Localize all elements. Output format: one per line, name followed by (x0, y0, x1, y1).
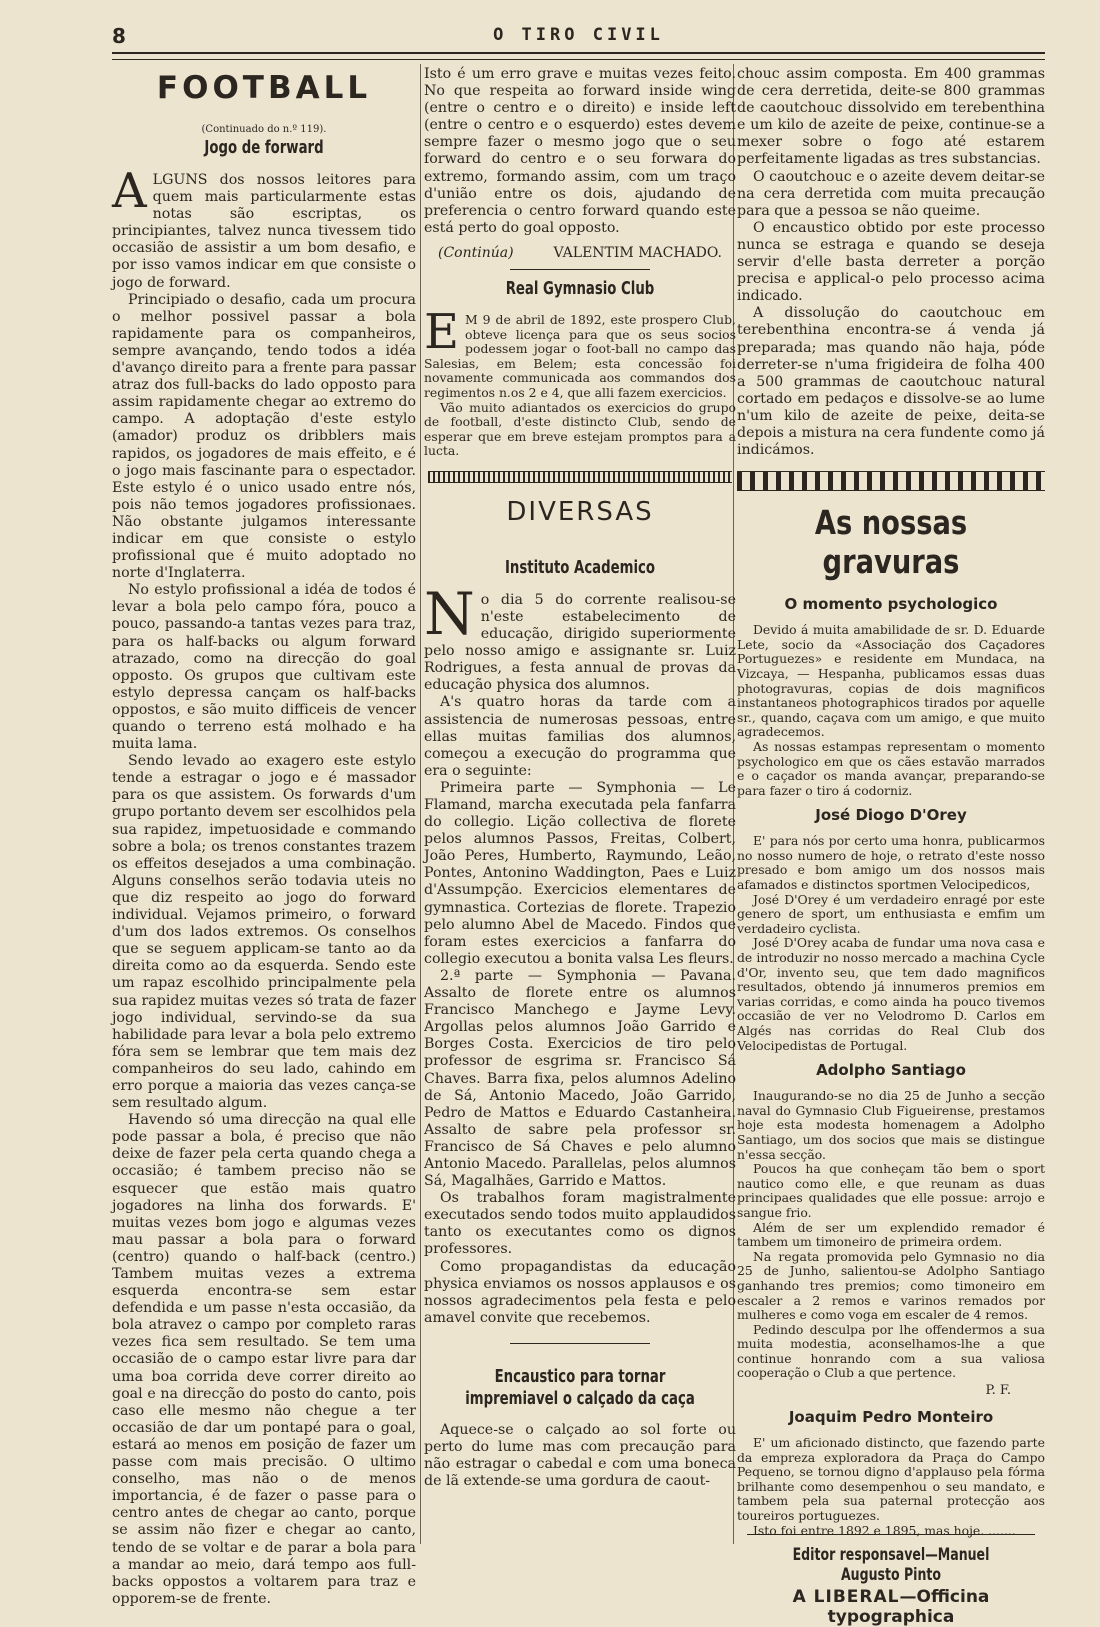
article-paragraph: O encaustico obtido por este processo nunca se estraga e quando se deseja servir d'elle basta derreter a porção precisa e applical-o pelo processo acima indicado. (737, 219, 1045, 305)
article-paragraph: Principiado o desafio, cada um procura o melhor possivel passar a bola rapidamente para os companheiros, sempre avançando, tendo todos a idéa d'avanço direito para a frente para passar atraz dos full-backs do lado opposto para assim rapidamente chegar ao extremo do campo. A adoptação d'este estylo (amador) produz os dribblers mais rapidos, os jogadores de mais effeito, e é o jogo mais fascinante para o espectador. Este estylo é o unico usado entre nós, pois não temos jogadores profissionaes. Não obstante julgamos interessante indicar em que consiste o estylo profissional que é muito adoptado no norte d'Inglaterra. (112, 291, 416, 582)
column-football (112, 66, 416, 1607)
heading-orey: José Diogo D'Orey (815, 806, 967, 825)
header-rule (112, 52, 1045, 60)
article-paragraph: E' para nós por certo uma honra, publicarmos no nosso numero de hoje, o retrato d'este nosso presado e bom amigo um dos nossos mais afamados e distinctos sportmen Velocipedicos, (737, 833, 1045, 893)
footer-rule (747, 1534, 1035, 1535)
page-header (112, 24, 1045, 50)
author-name: VALENTIM MACHADO. (553, 244, 722, 261)
article-paragraph: No estylo profissional a idéa de todos é levar a bola pelo campo fóra, pouco a pouco, passando-a tantas vezes para traz, para os half-backs ou algum forward atrazado, como na direcção do goal opposto. Os grupos que cultivam este estylo depressa cançam os half-backs oppostos, e são muito difficeis de vencer quando o terreno está molhado e ha muita lama. (112, 582, 416, 753)
publisher-line: A LIBERAL—Officina typographica (792, 1587, 990, 1627)
article-title-instituto: Instituto Academico (504, 556, 656, 578)
article-paragraph: Os trabalhos foram magistralmente executados sendo todos muito applaudidos tanto os executantes como os dignos professores. (424, 1190, 736, 1258)
article-orey (737, 834, 1045, 1053)
article-paragraph: No dia 5 do corrente realisou-se n'este estabelecimento de educação, dirigido superiormente pelo nosso amigo e assignante sr. Luiz Rodrigues, a festa annual de provas da educação physica dos alumnos. (424, 579, 736, 694)
page-footer (737, 1534, 1045, 1627)
ornamental-divider (428, 471, 732, 483)
drop-cap: E (424, 303, 460, 360)
article-joaquim (737, 1436, 1045, 1538)
article-adolpho (737, 1089, 1045, 1381)
section-title-gravuras: As nossas gravuras (814, 503, 968, 582)
newspaper-title: O TIRO CIVIL (493, 25, 664, 45)
section-title-diversas: DIVERSAS (506, 496, 654, 527)
article-paragraph: Aquece-se o calçado ao sol forte ou perto do lume mas com precaução para não estragar o cabedal e com uma boneca de lã extende-se uma gordura de caout- (424, 1421, 736, 1490)
article-paragraph: Primeira parte — Symphonia — Le Flamand, marcha executada pela fanfarra do collegio. Lição collectiva de florete pelos alumnos Passos, Freitas, Colbert, João Peres, Humberto, Raymundo, Leão, Pontes, Antonino Waddington, Paes e Luiz d'Assumpção. Exercicios elementares de gymnastica. Cortezias de florete. Trapezio pelo alumno Abel de Macedo. Findos que foram estes exercicios a fanfarra do collegio executou a bonita valsa Les fleurs. (424, 779, 736, 967)
ornamental-divider (737, 471, 1045, 491)
continua-note: (Continúa) (438, 244, 514, 261)
article-momento (737, 623, 1045, 798)
article-paragraph: Além de ser um explendido remador é tambem um timoneiro de primeira ordem. (737, 1219, 1045, 1250)
article-paragraph: Isto é um erro grave e muitas vezes feito. No que respeita ao forward inside wing (entre o centro e o direito) e inside left (entre o centro e o esquerdo) estes devem sempre fazer o mesmo jogo que o seu forward do centro e o seu forwara do extremo, formando assim, com um traço d'união entre os dois, ajudando de preferencia o centro forward quando este está perto do goal opposto. (424, 66, 736, 236)
article-paragraph: Sendo levado ao exagero este estylo tende a estragar o jogo e é massador para os que assistem. Os forwards d'um grupo portanto devem ser escolhidos pela sua rapidez, impetuosidade e commando sobre a bola; os trenos constantes trazem os effeitos desejados a uma combinação. Alguns conselhos serão todavia uteis no que diz respeito ao jogo do forward individual. Vejamos primeiro, o forward d'um dos lados extremos. Os conselhos que se seguem applicam-se tanto ao da direita como ao da esquerda. Sendo este um rapaz escolhido principalmente pela sua rapidez muitas vezes só trata de fazer jogo individual, servindo-se da sua habilidade para levar a bola pelo extremo fóra sem se lembrar que tem mais dez companheiros do seu lado, cahindo em erro porque a maioria das vezes cança-se sem resultado algum. (112, 753, 416, 1112)
article-paragraph: 2.ª parte — Symphonia — Pavana. Assalto de florete entre os alumnos Francisco Manchego e Jayme Levy. Argollas pelos alumnos João Garrido e Borges Costa. Exercicios de tiro pelo professor de esgrima sr. Francisco Sá Chaves. Barra fixa, pelos alumnos Adelino de Sá, Antonio Macedo, João Garrido, Pedro de Mattos e Eduardo Castanheira. Assalto de sabre pela professor sr. Francisco de Sá Chaves e pelo alumno Antonio Macedo. Parallelas, pelos alumnos Sá, Magalhães, Garrido e Mattos. (424, 967, 736, 1190)
divider-rule (510, 1343, 650, 1344)
article-paragraph: Inaugurando-se no dia 25 de Junho a secção naval do Gymnasio Club Figueirense, prestamos hoje esta modesta homenagem a Adolpho Santiago, um dos socios que mais se distingue n'essa secção. (737, 1088, 1045, 1162)
article-paragraph: A dissolução do caoutchouc em terebenthina encontra-se á venda já preparada; mas quando não haja, póde derreter-se n'uma frigideira de folha 400 a 500 grammas de caoutchouc natural cortado em pedaços e dissolve-se ao lume n'um kilo de azeite de peixe, deita-se depois a mistura na cera fundente como já indicámos. (737, 305, 1045, 459)
article-paragraph: Na regata promovida pelo Gymnasio no dia 25 de Junho, salientou-se Adolpho Santiago ganhando tres premios; como timoneiro em escaler a 2 remos e varinos remados por mulheres e como voga em escaler de 4 remos. (737, 1248, 1045, 1323)
editor-line: Editor responsavel—Manuel Augusto Pinto (792, 1545, 990, 1585)
heading-adolpho: Adolpho Santiago (816, 1061, 966, 1080)
heading-momento: O momento psychologico (784, 595, 998, 614)
article-paragraph: Devido á muita amabilidade de sr. D. Eduarde Lete, socio da «Associação dos Caçadores Portuguezes» e residente em Mundaca, na Vizcaya, — Hespanha, publicamos essas duas photogravuras, copias de dois magnificos instantaneos photographicos tirados por aquelle sr., quando, caçava com um amigo, e que muito agradecemos. (737, 622, 1045, 740)
article-paragraph: chouc assim composta. Em 400 grammas de cera derretida, deite-se 800 grammas de caoutchouc dissolvido em terebenthina e um kilo de azeite de peixe, continue-se a mexer sobre o fogo até estarem perfeitamente ligadas as tres substancias. (737, 66, 1045, 168)
article-paragraph: E' um aficionado distincto, que fazendo parte da empreza exploradora da Praça do Campo Pequeno, se tornou digno d'applauso pela fórma brilhante como desempenhou o seu mandato, e tambem pela sua paternal protecção aos toureiros portuguezes. (737, 1435, 1045, 1524)
article-paragraph: Como propagandistas da educação physica enviamos os nossos applausos e os nossos agradecimentos pela festa e pelo amavel convite que recebemos. (424, 1258, 736, 1326)
column-divider (420, 64, 421, 1544)
page-number: 8 (112, 24, 126, 48)
article-title-encaustico: Encaustico para tornar impremiavel o calçado da caça (465, 1365, 695, 1409)
article-paragraph: José D'Orey acaba de fundar uma nova casa e de introduzir no nosso mercado a machina Cycle d'Or, invento seu, que tem dado magnificos resultados, obtendo já innumeros premios em varias corridas, e como ainda ha pouco tivemos occasião de ver no Velodromo D. Carlos em Algés nas corridas do Real Club dos Velocipedistas de Portugal. (737, 935, 1045, 1053)
article-subtitle: Jogo de forward (204, 137, 324, 158)
divider-rule (510, 269, 650, 270)
article-paragraph: Pedindo desculpa por lhe offendermos a sua muita modestia, aconselhamos-lhe a que continue honrando com a sua valiosa cooperação o Club a que pertence. (737, 1321, 1045, 1381)
article-paragraph: E M 9 de abril de 1892, este prospero Club, obteve licença para que os seus socios podessem jogar o foot-ball no campo das Salesias, em Belem; esta concessão foi novamente communicada aos commandos dos regimentos n.os 2 e 4, que alli fazem exercicios. (424, 303, 736, 400)
article-paragraph: As nossas estampas representam o momento psychologico em que os cães estavão marrados e o caçador os manda avançar, preparando-se para fazer o tiro á codorniz. (737, 738, 1045, 798)
article-paragraph: Poucos ha que conheçam tão bem o sport nautico como elle, e que reunam as duas principaes qualidades que elle possue: arrojo e sangue frio. (737, 1161, 1045, 1220)
article-signature (438, 245, 722, 261)
signature-initials: P. F. (985, 1383, 1011, 1399)
article-paragraph: Havendo só uma direcção na qual elle pode passar a bola, é preciso que não deixe de fazer pela certa quando chega a occasião; é tambem preciso não se esquecer que estão mais quatro jogadores na linha dos forwards. E' muitas vezes bom jogo e algumas vezes mau passar a bola para o forward (centro) quando o half-back (centro.) Tambem muitas vezes a extrema esquerda encontra-se sem estar defendida e um passe n'esta occasião, da bola atravez o campo por completo raras vezes fica sem resultado. Se tem uma occasião de o campo estar livre para dar uma boa corrida deve correr direito ao goal e na direcção do posto do canto, pois caso elle mesmo não chegue a ter occasião de dar um pontapé para o goal, estará ao menos em posição de fazer um passe com mais precisão. O ultimo conselho, mas não o de menos importancia, é de fazer o passe para o centro antes de chegar ao canto, porque se assim não fizer e chegar ao canto, tendo de se voltar e de parar a bola para a mandar ao meio, dará tempo aos full-backs oppostos a voltarem para traz e opporem-se de frente. (112, 1112, 416, 1607)
drop-cap: A (112, 163, 147, 219)
article-paragraph: José D'Orey é um verdadeiro enragé por este genero de sport, um enthusiasta e emfim um verdadeiro cyclista. (737, 891, 1045, 936)
article-paragraph: O caoutchouc e o azeite devem deitar-se na cera derretida com muita precaução para que a pessoa se não queime. (737, 168, 1045, 219)
article-real-gymnasio (424, 303, 736, 459)
drop-cap: N (424, 579, 475, 648)
article-paragraph: Isto foi entre 1892 e 1895, mas hoje. ....... (753, 1522, 1016, 1538)
section-title-football: FOOTBALL (156, 70, 372, 106)
continued-note: (Continuado do n.º 119). (201, 124, 327, 135)
column-middle (424, 66, 736, 1542)
column-right (737, 66, 1045, 1542)
article-paragraph: ALGUNS dos nossos leitores para quem mais particularmente estas notas são escriptas, os principiantes, talvez nunca tivessem tido occasião de assistir a um bom desafio, e por isso vamos indicar em que consiste o jogo de forward. (112, 163, 416, 291)
heading-joaquim: Joaquim Pedro Monteiro (788, 1408, 994, 1427)
article-paragraph: Vão muito adiantados os exercicios do grupo de football, d'este distincto Club, sendo de esperar que em breve estejam promptos para a lucta. (424, 399, 736, 459)
article-paragraph: A's quatro horas da tarde com a assistencia de numerosas pessoas, entre ellas muitas familias dos alumnos, começou a execução do programma que era o seguinte: (424, 694, 736, 779)
article-title-real-gymnasio: Real Gymnasio Club (505, 277, 655, 299)
